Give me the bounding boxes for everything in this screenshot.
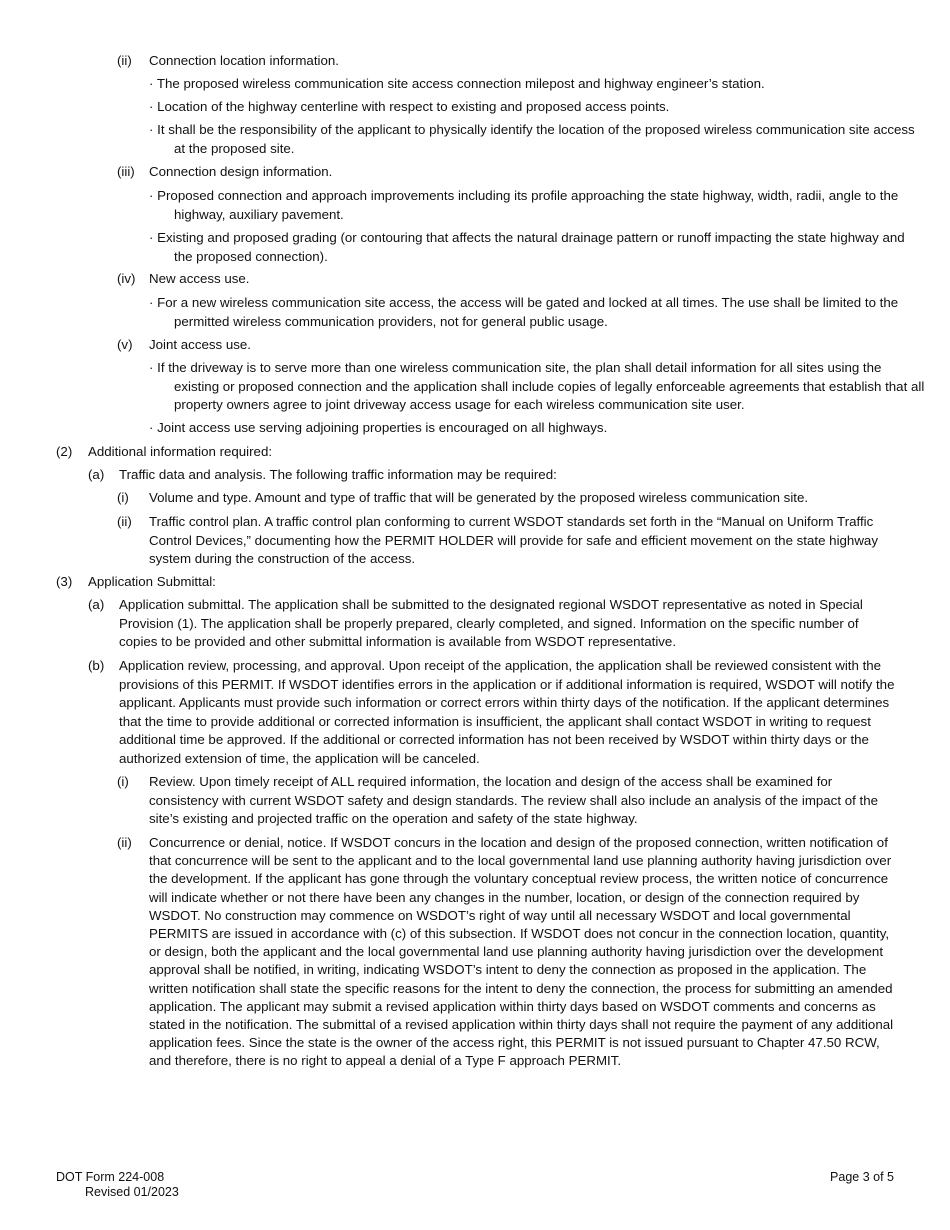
bullet-item: · It shall be the responsibility of the applicant to physically identify the location of the proposed wireless communication site access at the proposed site.: [149, 122, 915, 156]
footer-form-number: DOT Form 224-008: [56, 1170, 165, 1184]
bullet-item: · Proposed connection and approach improvements including its profile approaching the state highway, width, radii, angle to the highway, auxiliary pavement.: [149, 188, 899, 222]
bullet-item: · If the driveway is to serve more than one wireless communication site, the plan shall detail information for all sites using the existing or proposed connection and the application shall include copies of legally enforceable agreements that establish that all property owners agree to joint driveway access usage for each wireless communication site user.: [149, 360, 925, 413]
subsection-text: Application review, processing, and approval. Upon receipt of the application, the application shall be reviewed consistent with the provisions of this PERMIT. If WSDOT identifies errors in the application or if additional information is required, WSDOT will notify the applicant. Applicants must provide such information or correct errors within thirty days of the notification. If the applicant determines that the time to provide additional or corrected information is insufficient, the applicant shall contact WSDOT in writing to request additional time be approved. If the additional or corrected information has not been received by WSDOT within thirty days or the authorized extension of time, the application will be canceled.: [119, 658, 895, 766]
subsection-marker: (a): [88, 467, 105, 482]
section-marker: (3): [56, 574, 73, 589]
item-text: Volume and type. Amount and type of traffic that will be generated by the proposed wireless communication site.: [149, 490, 809, 505]
item-heading: Joint access use.: [149, 337, 251, 352]
item-marker: (iv): [117, 271, 136, 286]
item-text: Traffic control plan. A traffic control plan conforming to current WSDOT standards set forth in the “Manual on Uniform Traffic Control Devices,” documenting how the PERMIT HOLDER will provide for safe and efficient movement on the state highway system during the construction of the access.: [149, 514, 878, 567]
footer-revision: Revised 01/2023: [85, 1185, 179, 1199]
item-marker: (ii): [117, 514, 132, 529]
item-marker: (i): [117, 774, 129, 789]
item-text: Review. Upon timely receipt of ALL required information, the location and design of the access shall be examined for consistency with current WSDOT safety and design standards. The review shall also include an analysis of the impact of the site’s existing and projected traffic on the operation and safety of the state highway.: [149, 774, 878, 827]
bullet-item: · Joint access use serving adjoining properties is encouraged on all highways.: [149, 420, 608, 435]
bullet-item: · Existing and proposed grading (or contouring that affects the natural drainage pattern or runoff impacting the state highway and the proposed connection).: [149, 230, 905, 264]
subsection-marker: (b): [88, 658, 105, 673]
item-marker: (v): [117, 337, 133, 352]
bullet-item: · For a new wireless communication site access, the access will be gated and locked at all times. The use shall be limited to the permitted wireless communication providers, not for general public usage.: [149, 295, 899, 329]
item-marker: (i): [117, 490, 129, 505]
item-marker: (iii): [117, 164, 135, 179]
item-marker: (ii): [117, 835, 132, 850]
footer-page-number: Page 3 of 5: [830, 1170, 894, 1184]
subsection-text: Traffic data and analysis. The following traffic information may be required:: [119, 467, 557, 482]
item-text: Concurrence or denial, notice. If WSDOT concurs in the location and design of the proposed connection, written notification of that concurrence will be sent to the applicant and to the local governmental land use planning authority having jurisdiction over the development. If the applicant has gone through the voluntary conceptual review process, the written notice of concurrence will indicate whether or not there have been any changes in the number, location, or design of the connection required by WSDOT. No construction may commence on WSDOT’s right of way until all necessary WSDOT and local governmental PERMITS are issued in accordance with (c) of this subsection. If WSDOT does not concur in the connection location, quantity, or design, both the applicant and the local governmental land use planning authority having jurisdiction over the development approval shall be notified, in writing, indicating WSDOT’s intent to deny the connection as proposed in the application. The written notification shall state the specific reasons for the intent to deny the connection, the process for submitting an amended application. The applicant may submit a revised application within thirty days based on WSDOT comments and concerns as stated in the notification. The submittal of a revised application within thirty days shall not require the payment of any additional application fees. Since the state is the owner of the access right, this PERMIT is not issued pursuant to Chapter 47.50 RCW, and therefore, there is no right to appeal a denial of a Type F approach PERMIT.: [149, 835, 894, 1069]
section-heading: Additional information required:: [88, 444, 273, 459]
bullet-item: · Location of the highway centerline with respect to existing and proposed access points.: [149, 99, 670, 114]
section-heading: Application Submittal:: [88, 574, 216, 589]
item-marker: (ii): [117, 53, 132, 68]
subsection-text: Application submittal. The application shall be submitted to the designated regional WSDOT representative as noted in Special Provision (1). The application shall be properly prepared, clearly completed, and signed. Information on the specific number of copies to be provided and other submittal information is available from WSDOT representative.: [119, 597, 863, 650]
item-heading: New access use.: [149, 271, 250, 286]
bullet-item: · The proposed wireless communication site access connection milepost and highway engineer’s station.: [149, 76, 765, 91]
section-marker: (2): [56, 444, 73, 459]
subsection-marker: (a): [88, 597, 105, 612]
item-heading: Connection location information.: [149, 53, 339, 68]
item-heading: Connection design information.: [149, 164, 333, 179]
